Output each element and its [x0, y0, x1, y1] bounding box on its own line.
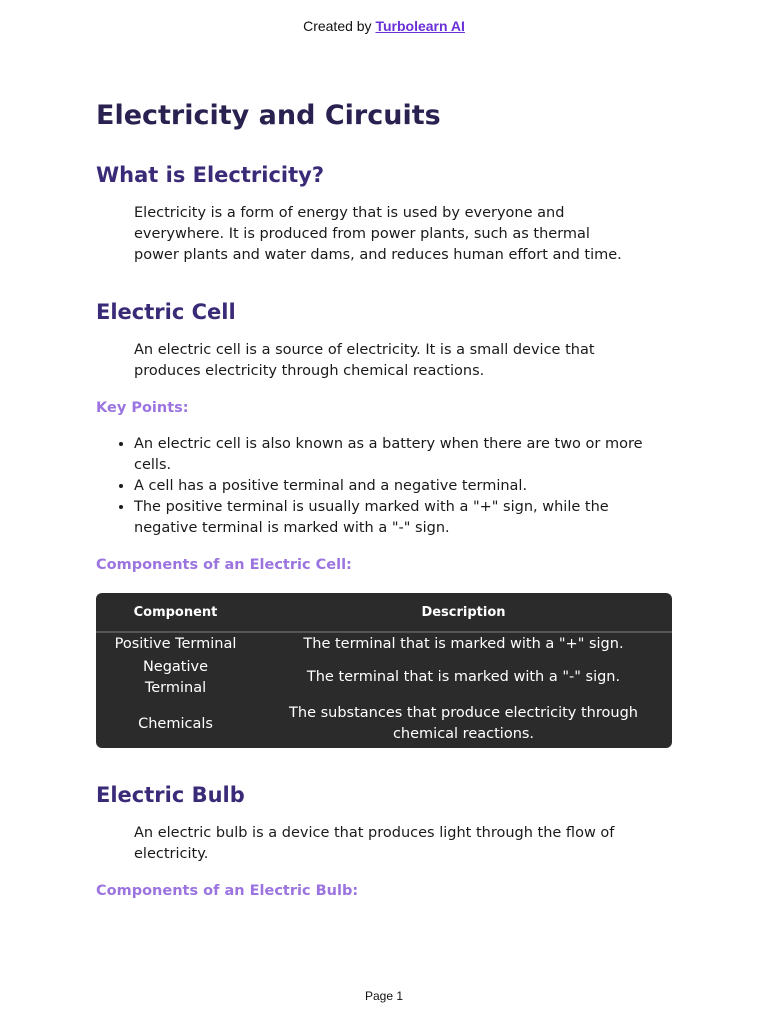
table-cell-description: The terminal that is marked with a "-" sign. — [306, 669, 621, 685]
what-is-electricity-paragraph: Electricity is a form of energy that is used by everyone and everywhere. It is produced from power plants, such as thermal power plants and water dams, and reduces human effort and time. — [134, 205, 622, 263]
table-cell-description: The terminal that is marked with a "+" sign. — [303, 635, 624, 652]
table-cell-description: The substances that produce electricity through chemical reactions. — [289, 705, 638, 742]
cell-components-table — [96, 593, 672, 748]
electric-bulb-paragraph: An electric bulb is a device that produces light through the flow of electricity. — [134, 825, 615, 862]
table-cell-component: Chemicals — [138, 715, 213, 732]
table-header-description: Description — [255, 593, 672, 632]
key-points-heading: Key Points: — [96, 400, 189, 416]
created-by-label: Created by — [303, 18, 372, 34]
page-title: Electricity and Circuits — [96, 100, 441, 131]
bulb-components-heading: Components of an Electric Bulb: — [96, 883, 359, 899]
page-number: Page 1 — [364, 989, 404, 1003]
document-content — [96, 96, 672, 901]
table-header-row — [96, 593, 672, 632]
section-heading-what-is-electricity: What is Electricity? — [96, 163, 325, 187]
key-points-list — [96, 434, 672, 539]
table-row — [96, 700, 672, 748]
section-heading-electric-cell: Electric Cell — [96, 300, 236, 324]
list-item: • An electric cell is also known as a battery when there are two or more cells. — [134, 434, 672, 476]
table-header-component: Component — [96, 593, 255, 632]
table-cell-component: Positive Terminal — [114, 635, 237, 652]
table-row — [96, 632, 672, 655]
section-heading-electric-bulb: Electric Bulb — [96, 783, 245, 807]
table-row — [96, 655, 672, 700]
brand-link[interactable]: Turbolearn AI — [375, 18, 465, 34]
cell-components-heading: Components of an Electric Cell: — [96, 557, 352, 573]
list-item: • A cell has a positive terminal and a negative terminal. — [134, 476, 672, 497]
list-item: • The positive terminal is usually marked with a "+" sign, while the negative terminal is marked with a "-" sign. — [134, 497, 672, 539]
table-cell-component: Negative Terminal — [142, 658, 209, 696]
header-credit — [0, 18, 768, 34]
electric-cell-paragraph: An electric cell is a source of electricity. It is a small device that produces electricity through chemical reactions. — [134, 342, 595, 379]
